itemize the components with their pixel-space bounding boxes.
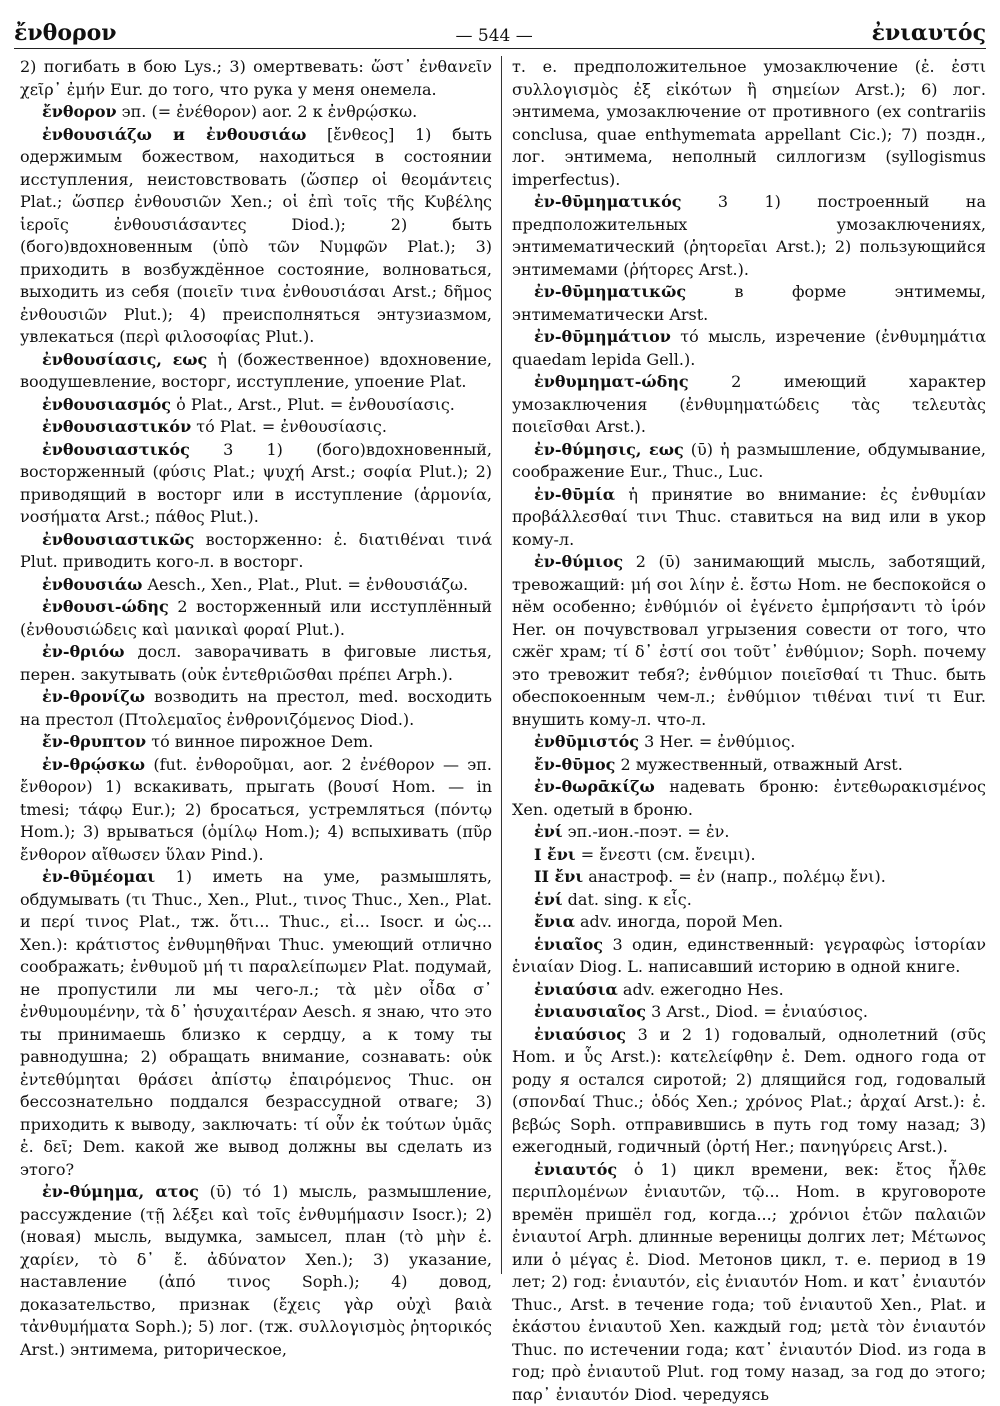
entry-headword: ἐνθουσι-ώδης [42, 597, 169, 616]
entry-definition: (ῡ) ἡ размышление, обдумывание, соображение Eur., Thuc., Luc. [512, 440, 986, 482]
entry-headword: ἐνθῡμιστός [534, 732, 639, 751]
entry-headword: ἑνιαῖος [534, 935, 603, 954]
entry-headword: ἐν-θριόω [42, 642, 124, 661]
dictionary-entry [512, 754, 986, 777]
right-column [512, 56, 986, 1280]
entry-headword: I ἔνι [534, 845, 576, 864]
entry-headword: ἔνθορον [42, 102, 117, 121]
page-number: — 544 — [455, 26, 532, 46]
entry-headword: ἔν-θῡμος [534, 755, 615, 774]
dictionary-entry [512, 551, 986, 731]
entry-definition: 2 имеющий характер умозаключения (ἐνθυμηματώδεις τὰς τελευτὰς ποιεῖσθαι Arst.). [512, 372, 986, 436]
entry-definition: 3 Arst., Diod. = ἐνιαύσιος. [646, 1002, 868, 1021]
entry-definition: эп. (= ἐνέθορον) aor. 2 к ἐνθρῴσκω. [117, 102, 418, 121]
entry-definition: надевать броню: ἐντεθωρακισμένος Xen. одетый в броню. [512, 777, 986, 819]
dictionary-entry [20, 574, 492, 597]
entry-definition: досл. заворачивать в фиговые листья, перен. закутывать (οὐκ ἐντεθριῶσθαι πρέπει Arph.). [20, 642, 492, 684]
entry-headword: ἑνί [534, 890, 563, 909]
entry-definition: эп.-ион.-поэт. = ἐν. [563, 822, 730, 841]
entry-definition: 2 (ῡ) занимающий мысль, заботящий, тревожащий: μή σοι λίην ἐ. ἔστω Hom. не беспокойся о нём особенно; ἐνθύμιόν οἱ ἐγένετο ἐμπρήσαντι τὸ ἱρόν Her. он почувствовал угрызения совести от того, что сжёг храм; τί δ᾽ ἐστί σοι τοῦτ᾽ ἐνθύμιον; Soph. почему это тревожит тебя?; ἐνθύμιον ποιεῖσθαί τι Thuc. быть обеспокоенным чем-л.; ἐνθύμιον τιθέναι τινί τι Eur. внушить кому-л. что-л. [512, 552, 986, 729]
entry-headword: ἐνθουσιασμός [42, 395, 171, 414]
entry-headword: ἔν-θρυπτον [42, 732, 146, 751]
dictionary-entry [512, 439, 986, 484]
entry-definition: τό Plat. = ἐνθουσίασις. [191, 417, 387, 436]
dictionary-entry [512, 326, 986, 371]
entry-headword: II ἔνι [534, 867, 583, 886]
dictionary-entry [512, 934, 986, 979]
dictionary-entry [20, 641, 492, 686]
entry-definition: Aesch., Xen., Plat., Plut. = ἐνθουσιάζω. [142, 575, 468, 594]
dictionary-entry [512, 281, 986, 326]
entry-definition: 3 1) построенный на предположительных умозаключениях, энтимематический (ῥητορεῖαι Arst.); 2) пользующийся энтимемами (ῥήτορες Arst.). [512, 192, 986, 279]
dictionary-entry [20, 686, 492, 731]
dictionary-entry [20, 56, 492, 101]
entry-headword: ἐνθουσίασις, εως [42, 350, 207, 369]
entry-definition: dat. sing. к εἷς. [563, 890, 692, 909]
dictionary-entry [512, 371, 986, 439]
dictionary-entry [20, 416, 492, 439]
entry-definition: τό мысль, изречение (ἐνθυμημάτια quaedam lepida Gell.). [512, 327, 986, 369]
entry-definition: 2 мужественный, отважный Arst. [615, 755, 902, 774]
dictionary-entry [20, 529, 492, 574]
dictionary-entry [20, 866, 492, 1181]
entry-definition: 2 восторженный или исступлённый (ἐνθουσιώδεις καὶ μανικαὶ φοραί Plut.). [20, 597, 492, 639]
dictionary-entry [512, 821, 986, 844]
entry-headword: ἐν-θῡμία [534, 485, 615, 504]
dictionary-entry [20, 731, 492, 754]
dictionary-entry [512, 1159, 986, 1406]
dictionary-entry [512, 484, 986, 552]
entry-headword: ἐν-θύμημα, ατος [42, 1182, 199, 1201]
entry-definition: ὁ Plat., Arst., Plut. = ἐνθουσίασις. [171, 395, 455, 414]
entry-definition: [ἔνθεος] 1) быть одержимым божеством, находиться в состоянии исступления, неистовствовать (ὥσπερ οἱ θεομάντεις Plat.; ὥσπερ ἐνθουσιῶν Xen.; οἱ ἐπὶ τοῖς τῆς Κυβέλης ἱεροῖς ἐνθουσιάσαντες Diod.); 2) быть (бого)вдохновенным (ὑπὸ τῶν Νυμφῶν Plat.); 3) приходить в возбуждённое состояние, волноваться, выходить из себя (ποιεῖν τινα ἐνθουσιάσαι Arst.; δῆμος ἐνθουσιῶν Plut.); 4) преисполняться энтузиазмом, увлекаться (περὶ φιλοσοφίας Plut.). [20, 125, 492, 347]
dictionary-entry [20, 439, 492, 529]
entry-definition: в форме энтимемы, энтимематически Arst. [512, 282, 986, 324]
left-column [20, 56, 492, 1280]
entry-definition: 3 и 2 1) годовалый, однолетний (σῦς Hom. и ὗς Arst.): κατελείφθην ἐ. Dem. одного года от роду я остался сиротой; 2) длящийся год, годовалый (σπονδαί Thuc.; ὁδός Xen.; χρόνος Plat.; ἀρχαί Arst.): ἐ. βεβώς Soph. отправившись в путь год тому назад; 3) ежегодный, годичный (ὀρτή Her.; πανηγύρεις Arst.). [512, 1025, 986, 1157]
entry-definition: т. е. предположительное умозаключение (ἐ. ἐστι συλλογισμὸς ἐξ εἰκότων ἢ σημείων Arst.); 6) лог. энтимема, умозаключение от противного (ex contrariis conclusa, quae enthymemata appellant Cic.); 7) поздн., лог. энтимема, неполный силлогизм (syllogismus imperfectus). [512, 57, 986, 189]
entry-definition: ἡ (божественное) вдохновение, воодушевление, восторг, исступление, упоение Plat. [20, 350, 492, 392]
entry-headword: ἔνια [534, 912, 575, 931]
entry-definition: (ῡ) τό 1) мысль, размышление, рассуждение (τῇ λέξει καὶ τοῖς ἐνθυμήμασιν Isocr.); 2) (новая) мысль, выдумка, замысел, план (τὸ μὴν ἐ. χαρίεν, τὸ δ᾽ ἔ. ἀδύνατον Xen.); 3) указание, наставление (ἀπό τινος Soph.); 4) довод, доказательство, признак (ἔχεις γὰρ οὐχὶ βαιὰ τἀνθυμήματα Soph.); 5) лог. (тж. συλλογισμὸς ῥητορικός Arst.) энтимема, риторическое, [20, 1182, 492, 1359]
entry-definition: 3 Her. = ἐνθύμιος. [639, 732, 795, 751]
entry-definition: 1) иметь на уме, размышлять, обдумывать (τι Thuc., Xen., Plut., τινος Thuc., Xen., Plat. и περί τινος Plat., тж. ὅτι... Thuc., εἰ... Isocr. и ὡς... Xen.): κράτιστος ἐνθυμηθῆναι Thuc. умеющий отлично соображать; ἐνθυμοῦ μή τι παραλείπωμεν Plat. подумай, не пропустили ли мы чего-л.; τὰ μὲν οἶδα σ᾽ ἐνθυμουμένην, τὰ δ᾽ ἡσυχαιτέραν Aesch. я знаю, что это ты принимаешь близко к сердцу, а к тому ты равнодушна; 2) обращать внимание, сознавать: οὐκ ἐντεθύμηται θράσει ἀπίστῳ ἐπαιρόμενος Thuc. он бессознательно поддался безрассудной отваге; 3) приходить к выводу, заключать: τί οὖν ἐκ τούτων ὑμᾶς ἐ. δεῖ; Dem. какой же вывод должны вы сделать из этого? [20, 867, 492, 1179]
dictionary-entry [20, 349, 492, 394]
entry-definition: 3 1) (бого)вдохновенный, восторженный (φύσις Plat.; ψυχή Arst.; σοφία Plut.); 2) приводящий в восторг или в исступление (ἁρμονία, νοσήματα Arst.; πάθος Plut.). [20, 440, 492, 527]
left-running-headword: ἔνθορον [14, 20, 117, 46]
entry-headword: ἐν-θρῴσκω [42, 755, 145, 774]
entry-definition: (fut. ἐνθοροῦμαι, aor. 2 ἐνέθορον — эп. ἔνθορον) 1) вскакивать, прыгать (βουσί Hom. — in tmesi; τάφῳ Eur.); 2) бросаться, устремляться (πόντῳ Hom.); 3) врываться (ὁμίλῳ Hom.); 4) вспыхивать (πῦρ ἔνθορον αἴθωσεν ὕλαν Pind.). [20, 755, 492, 864]
entry-definition: adv. иногда, порой Men. [575, 912, 783, 931]
header-rule [14, 48, 986, 49]
entry-headword: ἐν-θωρᾱκίζω [534, 777, 655, 796]
dictionary-entry [512, 1001, 986, 1024]
dictionary-entry [512, 191, 986, 281]
entry-headword: ἐν-θύμιος [534, 552, 623, 571]
dictionary-entry [20, 1181, 492, 1361]
dictionary-entry [512, 844, 986, 867]
entry-headword: ἐνθουσιαστικός [42, 440, 190, 459]
column-divider [501, 56, 502, 1274]
dictionary-entry [512, 889, 986, 912]
entry-definition: восторженно: ἐ. διατιθέναι τινά Plut. приводить кого-л. в восторг. [20, 530, 492, 572]
entry-headword: ἐνιαυσιαῖος [534, 1002, 646, 1021]
dictionary-entry [20, 394, 492, 417]
entry-headword: ἐν-θῡμηματικῶς [534, 282, 686, 301]
dictionary-entry [20, 754, 492, 867]
entry-headword: ἐνιαυτός [534, 1160, 617, 1179]
entry-headword: ἐνθυμηματ-ώδης [534, 372, 689, 391]
dictionary-entry [512, 979, 986, 1002]
entry-headword: ἐνθουσιάζω и ἐνθουσιάω [42, 125, 306, 144]
entry-headword: ἐν-θῡμηματικός [534, 192, 682, 211]
dictionary-entry [20, 596, 492, 641]
dictionary-entry [512, 911, 986, 934]
dictionary-entry [512, 1024, 986, 1159]
entry-definition: 3 один, единственный: γεγραφὼς ἱστορίαν ἑνιαίαν Diog. L. написавший историю в одной книге. [512, 935, 986, 977]
entry-definition: ἡ принятие во внимание: ἐς ἐνθυμίαν προβάλλεσθαί τινι Thuc. ставиться на вид или в укор кому-л. [512, 485, 986, 549]
dictionary-entry [512, 56, 986, 191]
entry-definition: = ἔνεστι (см. ἔνειμι). [576, 845, 756, 864]
entry-headword: ἐν-θρονίζω [42, 687, 145, 706]
dictionary-entry [512, 866, 986, 889]
entry-headword: ἐν-θύμησις, εως [534, 440, 684, 459]
entry-definition: возводить на престол, med. восходить на престол (Πτολεμαῖος ἐνθρονιζόμενος Diod.). [20, 687, 492, 729]
entry-definition: τό винное пирожное Dem. [146, 732, 373, 751]
entry-headword: ἐνιαύσιος [534, 1025, 626, 1044]
dictionary-entry [20, 101, 492, 124]
entry-headword: ἐνθουσιάω [42, 575, 142, 594]
entry-definition: ὁ 1) цикл времени, век: ἔτος ἦλθε περιπλομένων ἐνιαυτῶν, τῷ... Hom. в круговороте времён пришёл год, когда...; χρόνιοι ἐτῶν παλαιῶν ἐνιαυτοί Arph. длинные вереницы долгих лет; Μέτωνος или ὁ μέγας ἐ. Diod. Метонов цикл, т. е. период в 19 лет; 2) год: ἐνιαυτόν, εἰς ἐνιαυτόν Hom. и κατ᾽ ἐνιαυτόν Thuc., Arst. в течение года; τοῦ ἐνιαυτοῦ Xen., Plat. и ἑκάστου ἐνιαυτοῦ Xen. каждый год; μετὰ τὸν ἐνιαυτόν Thuc. по истечении года; κατ᾽ ἐνιαυτόν Diod. из года в год; πρὸ ἐνιαυτοῦ Plut. год тому назад, за год до этого; παρ᾽ ἐνιαυτόν Diod. чередуясь [512, 1160, 986, 1404]
dictionary-entry [512, 776, 986, 821]
entry-definition: 2) погибать в бою Lys.; 3) омертвевать: ὥστ᾽ ἐνθανεῖν χεῖρ᾽ ἐμήν Eur. до того, что рука у меня онемела. [20, 57, 492, 99]
dictionary-entry [512, 731, 986, 754]
entry-headword: ἐνιαύσια [534, 980, 618, 999]
entry-headword: ἐν-θῡμέομαι [42, 867, 155, 886]
entry-headword: ἐνθουσιαστικόν [42, 417, 191, 436]
dictionary-entry [20, 124, 492, 349]
entry-headword: ἐνθουσιαστικῶς [42, 530, 194, 549]
right-running-headword: ἐνιαυτός [872, 20, 986, 46]
entry-headword: ἐνί [534, 822, 563, 841]
entry-definition: анастроф. = ἐν (напр., πολέμῳ ἔνι). [583, 867, 886, 886]
entry-definition: adv. ежегодно Hes. [618, 980, 784, 999]
page-header [14, 4, 986, 46]
entry-headword: ἐν-θῡμημάτιον [534, 327, 671, 346]
